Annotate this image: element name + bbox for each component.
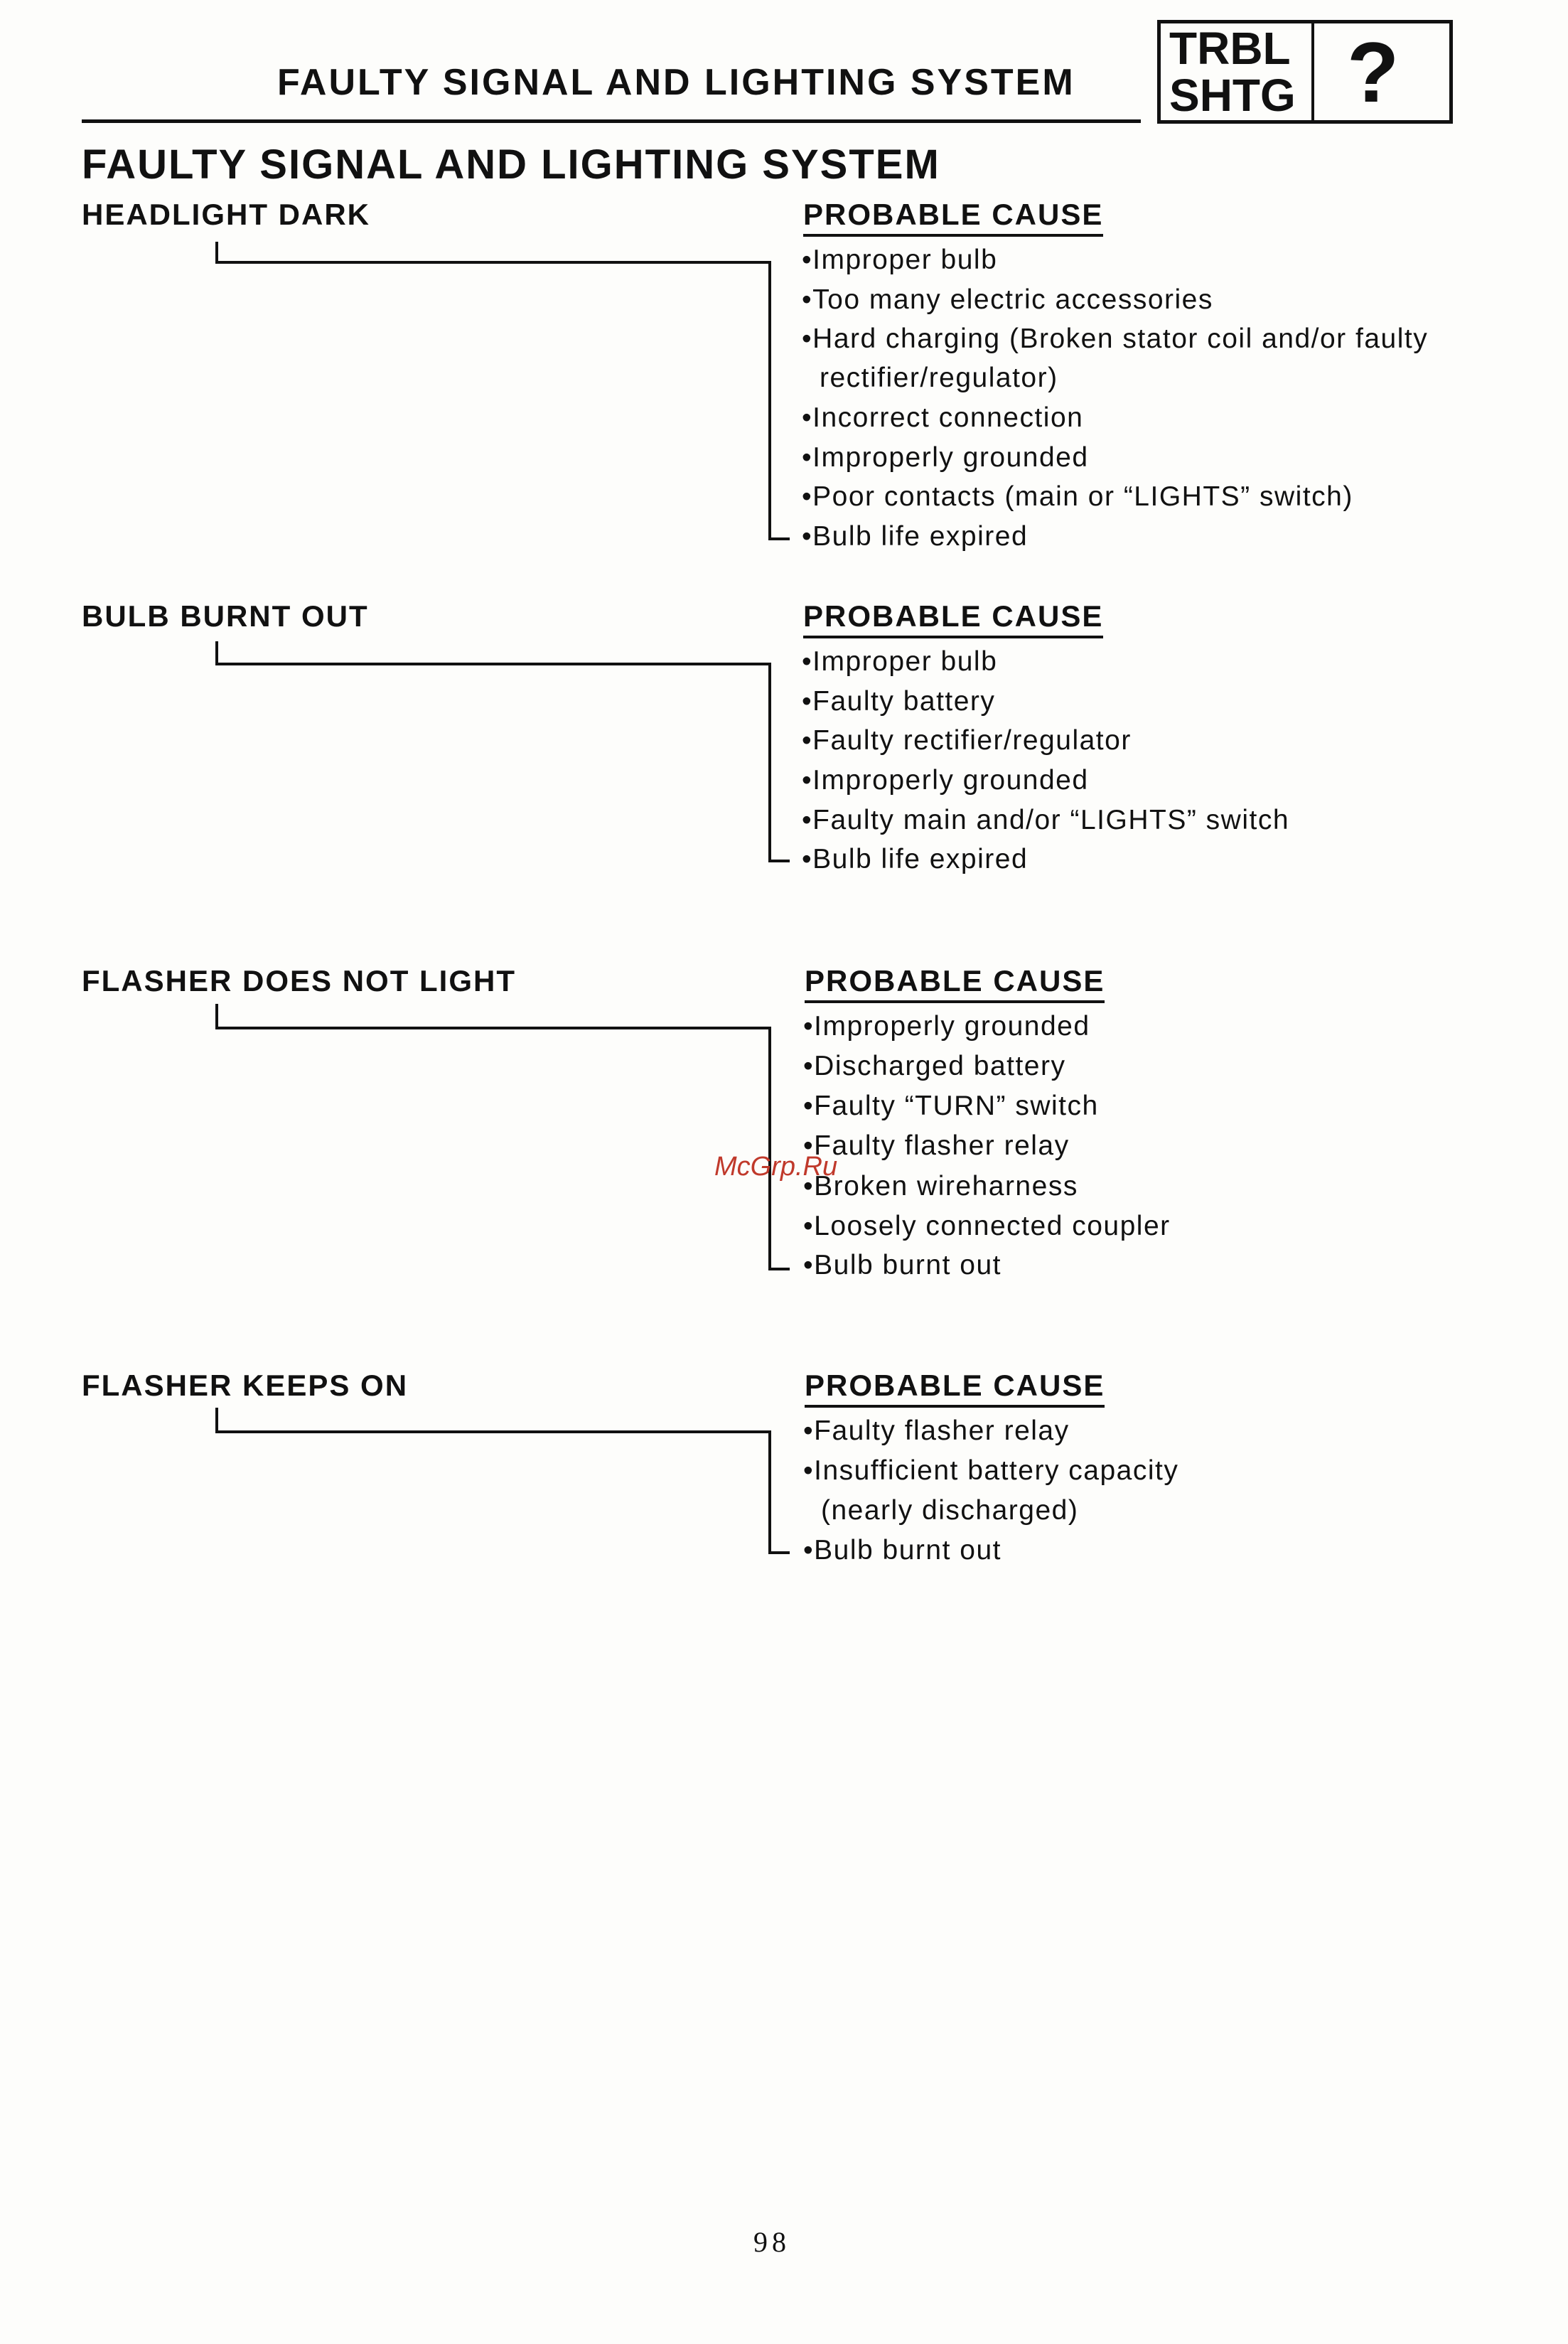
header-title: FAULTY SIGNAL AND LIGHTING SYSTEM <box>277 62 1075 103</box>
cause-item: •Hard charging (Broken stator coil and/or faulty <box>802 323 1429 354</box>
question-mark-icon: ? <box>1347 25 1400 120</box>
symptom-headlight-dark: HEADLIGHT DARK <box>82 198 370 231</box>
cause-bracket-end <box>768 537 790 540</box>
probable-cause-heading: PROBABLE CAUSE <box>805 964 1105 1003</box>
troubleshooting-badge <box>1157 20 1453 124</box>
connector-drop <box>215 641 218 665</box>
cause-item: •Faulty main and/or “LIGHTS” switch <box>802 805 1290 835</box>
cause-bracket-end <box>768 860 790 862</box>
cause-item: rectifier/regulator) <box>820 363 1058 393</box>
cause-bracket <box>768 261 771 539</box>
page-number: 98 <box>753 2226 790 2258</box>
cause-item: •Faulty flasher relay <box>803 1130 1070 1161</box>
connector-drop <box>215 1408 218 1433</box>
cause-item: •Insufficient battery capacity <box>803 1455 1179 1486</box>
cause-item: •Bulb burnt out <box>803 1535 1002 1566</box>
cause-item: •Poor contacts (main or “LIGHTS” switch) <box>802 481 1353 512</box>
connector-drop <box>215 242 218 263</box>
cause-bracket <box>768 1027 771 1269</box>
badge-line2: SHTG <box>1169 70 1296 121</box>
cause-item: •Too many electric accessories <box>802 284 1213 315</box>
cause-bracket <box>768 1430 771 1553</box>
symptom-flasher-does-not-light: FLASHER DOES NOT LIGHT <box>82 964 516 997</box>
cause-item: •Bulb life expired <box>802 844 1029 874</box>
watermark: McGrp.Ru <box>714 1152 838 1182</box>
cause-item: •Discharged battery <box>803 1051 1066 1081</box>
cause-item: •Improperly grounded <box>802 765 1089 796</box>
cause-item: •Broken wireharness <box>803 1171 1078 1202</box>
symptom-bulb-burnt-out: BULB BURNT OUT <box>82 599 369 633</box>
connector-line <box>215 261 768 264</box>
probable-cause-heading: PROBABLE CAUSE <box>803 599 1103 638</box>
section-title: FAULTY SIGNAL AND LIGHTING SYSTEM <box>82 141 940 188</box>
cause-item: •Improper bulb <box>802 245 998 275</box>
cause-item: •Bulb burnt out <box>803 1250 1002 1280</box>
header-rule <box>82 119 1141 123</box>
badge-divider <box>1311 23 1314 120</box>
connector-line <box>215 1430 768 1433</box>
symptom-flasher-keeps-on: FLASHER KEEPS ON <box>82 1369 409 1402</box>
probable-cause-heading: PROBABLE CAUSE <box>803 198 1103 237</box>
cause-bracket-end <box>768 1268 790 1270</box>
connector-line <box>215 663 768 665</box>
probable-cause-heading: PROBABLE CAUSE <box>805 1369 1105 1408</box>
cause-bracket-end <box>768 1551 790 1554</box>
cause-item: •Faulty rectifier/regulator <box>802 725 1132 756</box>
cause-item: •Incorrect connection <box>802 402 1084 433</box>
cause-bracket <box>768 663 771 861</box>
cause-item: •Improperly grounded <box>802 442 1089 473</box>
cause-item: •Bulb life expired <box>802 521 1029 552</box>
badge-label <box>1169 25 1296 119</box>
cause-item: •Improper bulb <box>802 646 998 677</box>
connector-drop <box>215 1004 218 1029</box>
cause-item: •Faulty “TURN” switch <box>803 1091 1099 1121</box>
cause-item: •Faulty battery <box>802 686 996 717</box>
connector-line <box>215 1027 768 1029</box>
cause-item: •Loosely connected coupler <box>803 1211 1171 1241</box>
cause-item: •Faulty flasher relay <box>803 1416 1070 1446</box>
badge-line1: TRBL <box>1169 23 1291 74</box>
cause-item: •Improperly grounded <box>803 1011 1090 1042</box>
cause-item: (nearly discharged) <box>821 1495 1079 1526</box>
